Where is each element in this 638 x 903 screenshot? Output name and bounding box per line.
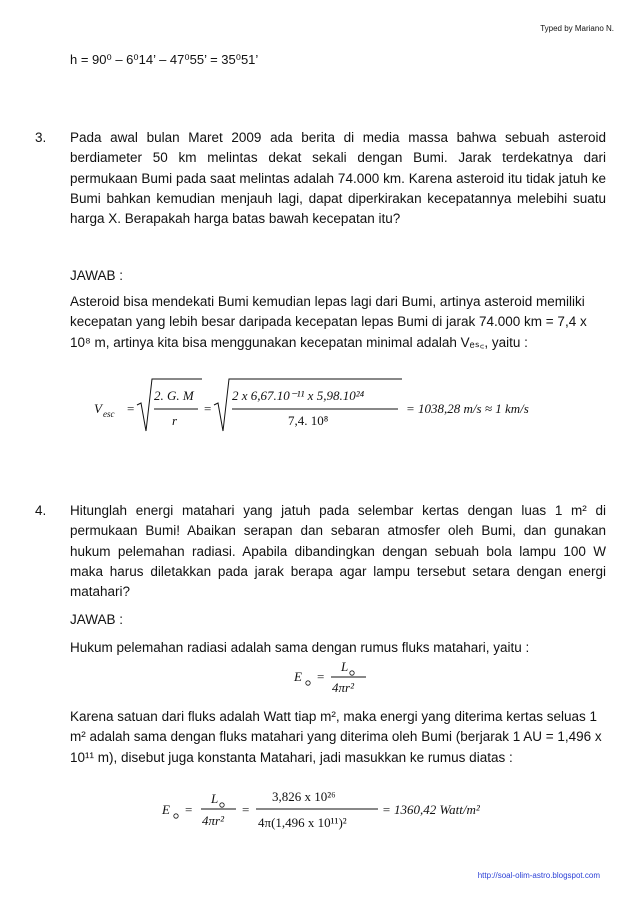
question-3-jawab-label: JAWAB : (70, 268, 124, 283)
sc-result: = 1360,42 Watt/m² (382, 802, 480, 817)
question-4-answer-body: Karena satuan dari fluks adalah Watt tiap m², maka energi yang diterima kertas seluas 1 m² adalah sama dengan fluks matahari yang diterima oleh Bumi (berjarak 1 AU = 1,496 x 10¹¹ m), disebut juga konstanta Matahari, jadi masukkan ke rumus diatas : (70, 709, 602, 765)
sc-equals-1: = (185, 802, 193, 817)
question-3-text: Pada awal bulan Maret 2009 ada berita di media massa bahwa sebuah asteroid berdiameter 50 km melintas dekat sekali dengan Bumi. Jarak terdekatnya dari permukaan Bumi pada saat melintas adalah 74.000 km. Karena asteroid itu tidak jatuh ke Bumi bahkan kemudian menjauh lagi, dapat diperkirakan kecepatannya melebihi suatu harga X. Berapakah harga batas bawah kecepatan itu? (70, 130, 606, 227)
solar-constant-formula (160, 787, 540, 837)
formula-result: = 1038,28 m/s ≈ 1 km/s (406, 401, 529, 416)
question-4-answer-intro: Hukum pelemahan radiasi adalah sama dengan rumus fluks matahari, yaitu : (70, 640, 530, 655)
sc-numerator-2: 3,826 x 10²⁶ (272, 789, 336, 804)
formula-lhs-v: V (94, 401, 102, 416)
escape-velocity-formula (90, 375, 610, 445)
question-4-text: Hitunglah energi matahari yang jatuh pada selembar kertas dengan luas 1 m² di permukaan Bumi! Abaikan serapan dan sebaran atmosfer oleh Bumi, dan gunakan hukum pelemahan radiasi. Apabila dibandingkan dengan sebuah bola lampu 100 W maka harus diletakkan pada jarak berapa agar lampu tersebut setara dengan energi matahari? (70, 503, 606, 600)
frac1-denominator: r (172, 413, 178, 428)
flux-formula (290, 658, 400, 698)
frac2-denominator: 7,4. 10⁸ (288, 413, 329, 428)
frac2-numerator: 2 x 6,67.10⁻¹¹ x 5,98.10²⁴ (232, 388, 365, 403)
question-3-number: 3. (35, 130, 47, 145)
sqrt-sign-1 (137, 379, 202, 431)
question-4-jawab-label: JAWAB : (70, 612, 124, 627)
flux-lhs-e: E (294, 669, 302, 684)
flux-equals: = (317, 669, 325, 684)
typed-by-note: Typed by Mariano N. (540, 24, 614, 33)
sc-denominator-2: 4π(1,496 x 10¹¹)² (258, 815, 347, 830)
sc-lhs-e: E (162, 802, 170, 817)
question-3-answer-text: Asteroid bisa mendekati Bumi kemudian lepas lagi dari Bumi, artinya asteroid memiliki kecepatan yang lebih besar daripada kecepatan lepas Bumi di jarak 74.000 km = 7,4 x 10⁸ m, artinya kita bisa menggunakan kecepatan minimal adalah Vₑₛ꜀, yaitu : (70, 294, 587, 350)
sc-equals-2: = (242, 802, 250, 817)
footer-url-link[interactable]: http://soal-olim-astro.blogspot.com (477, 871, 600, 880)
flux-denominator: 4πr² (332, 680, 354, 695)
sun-symbol-icon (174, 814, 178, 818)
formula-equals-2: = (204, 401, 212, 416)
altitude-result-line: h = 90⁰ – 6⁰14’ – 47⁰55’ = 35⁰51’ (70, 52, 259, 67)
sun-symbol-icon (220, 803, 224, 807)
sun-symbol-icon (350, 671, 354, 675)
sc-denominator-1: 4πr² (202, 813, 224, 828)
sun-symbol-icon (306, 681, 310, 685)
flux-numerator: L (341, 659, 349, 674)
formula-equals-1: = (127, 401, 135, 416)
sc-numerator-1: L (211, 791, 219, 806)
frac1-numerator: 2. G. M (154, 388, 194, 403)
question-4-number: 4. (35, 503, 47, 518)
formula-lhs-sub: esc (103, 409, 115, 419)
